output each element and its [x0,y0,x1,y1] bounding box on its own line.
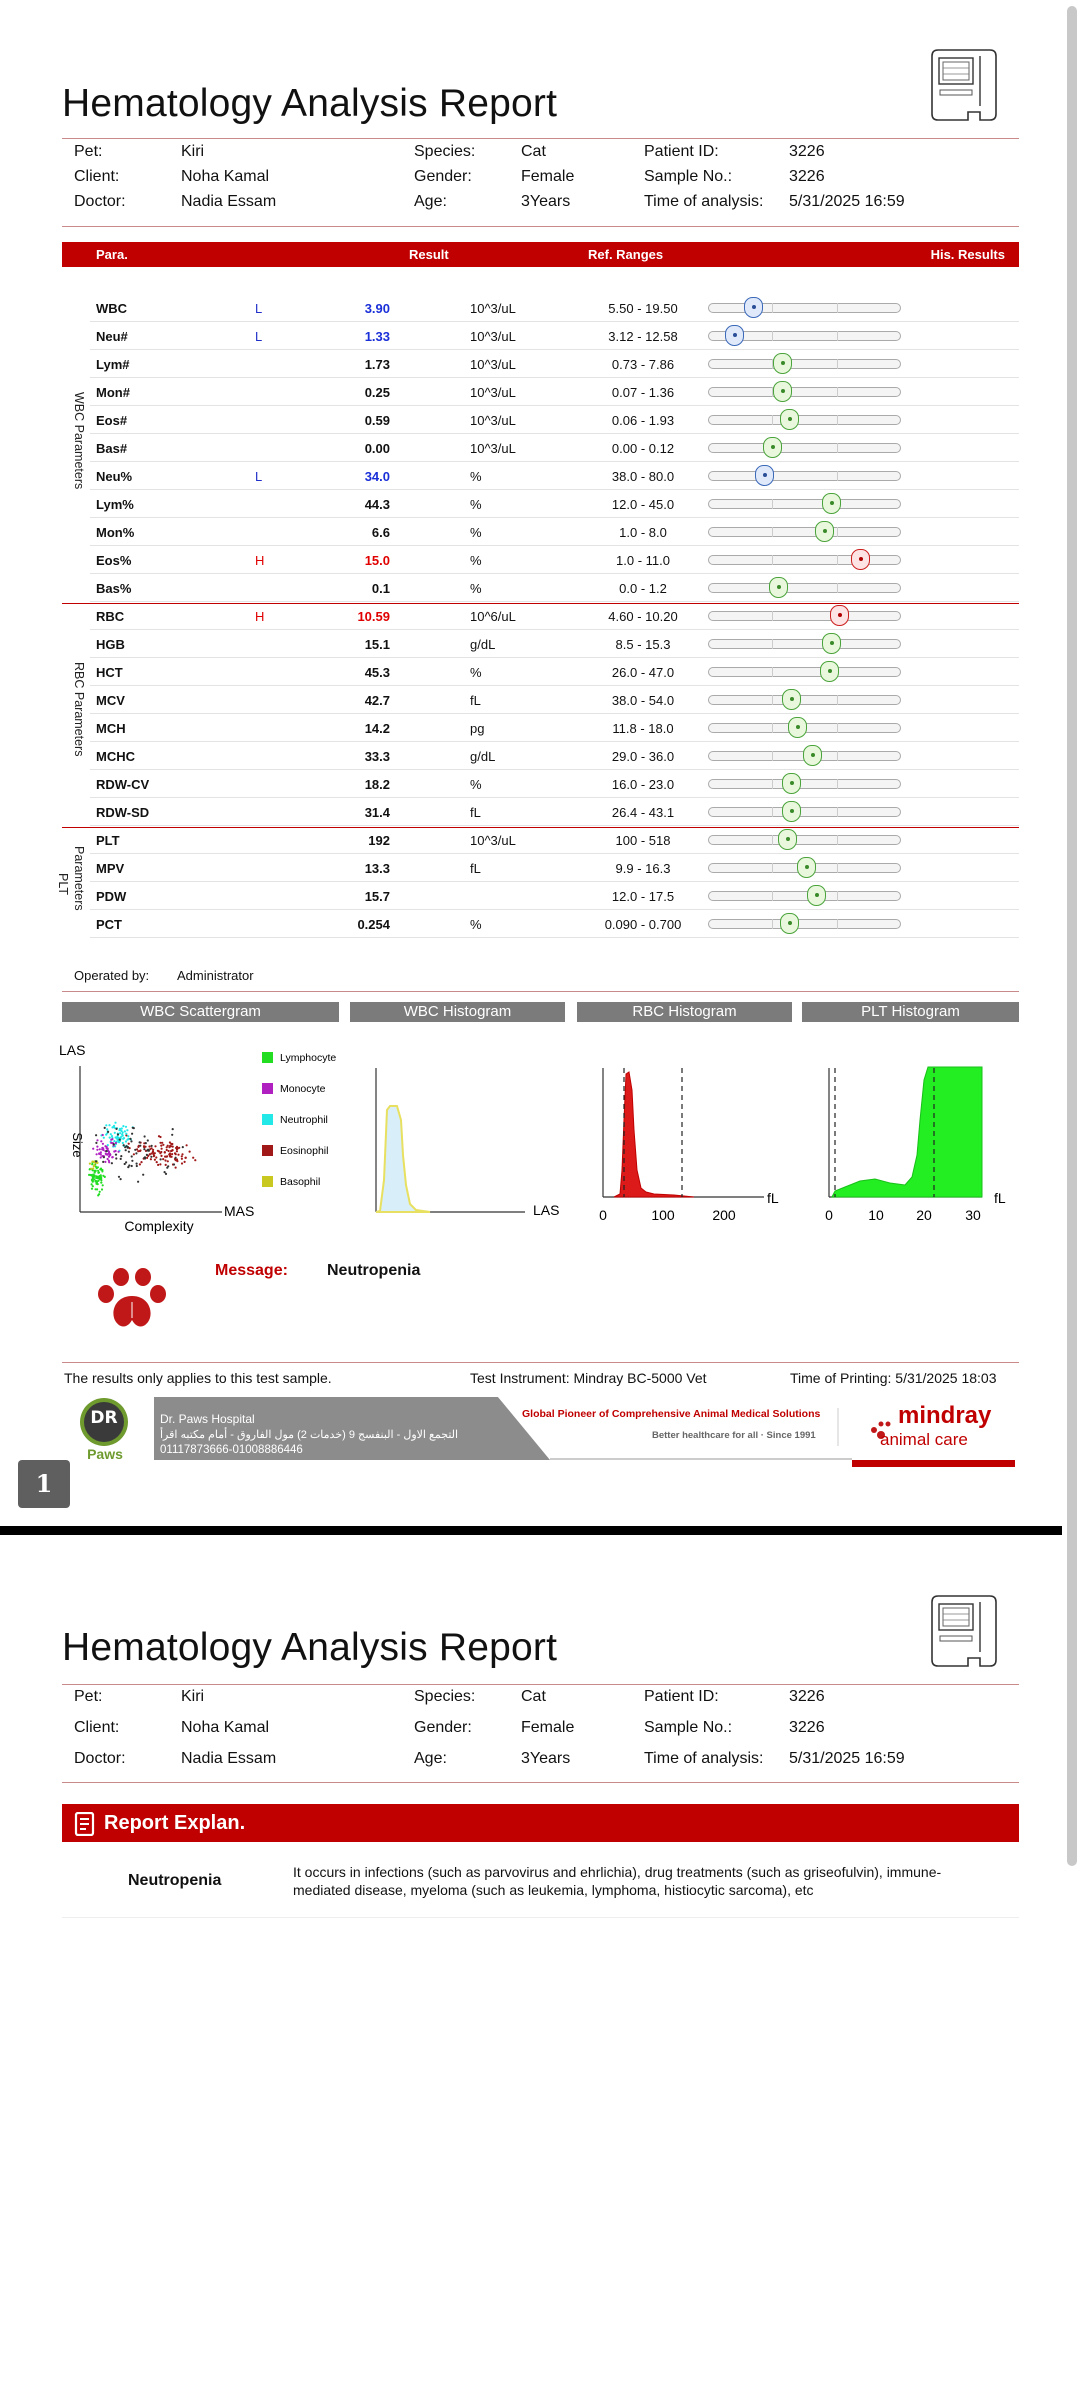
message-text: Neutropenia [327,1262,421,1279]
legend-label: Neutrophil [280,1114,328,1126]
param-unit: 10^3/uL [470,385,516,400]
history-range-bar [708,471,901,481]
gender-value: Female [521,168,575,185]
param-flag: L [255,329,263,344]
legend-label: Basophil [280,1176,321,1188]
client-value: Noha Kamal [181,1719,270,1736]
parameter-row [90,378,1019,406]
parameter-row [90,714,1019,742]
param-name: Eos# [96,413,128,428]
param-name: RDW-SD [96,805,150,820]
param-ref-range: 1.0 - 8.0 [619,525,667,540]
history-result-marker [773,353,792,374]
history-result-marker [725,325,744,346]
pet-label: Pet: [74,1688,103,1705]
parameter-row [90,462,1019,490]
plt-histogram-title: PLT Histogram [802,1002,1019,1022]
info-row [62,1750,1019,1781]
history-range-bar [708,695,901,705]
sample-no-label: Sample No.: [644,168,733,185]
time-value: 5/31/2025 16:59 [789,193,905,210]
history-result-marker [782,801,801,822]
param-unit: fL [470,805,481,820]
patient-id-value: 3226 [789,143,825,160]
param-name: MPV [96,861,125,876]
explanation-text-line1: It occurs in infections (such as parvovirus and ehrlichia), drug treatments (such as griseofulvin), immune- [293,1864,942,1880]
history-result-marker [788,717,807,738]
hospital-phones: 01117873666-01008886446 [160,1444,303,1456]
param-unit: 10^3/uL [470,357,516,372]
param-ref-range: 38.0 - 54.0 [611,693,675,708]
param-result: 44.3 [364,497,390,512]
legend-swatch [262,1052,273,1063]
rbc-histogram [594,1060,794,1230]
sample-no-value: 3226 [789,1719,825,1736]
info-row [62,1719,1019,1750]
parameter-row [90,882,1019,910]
patient-info-2 [62,1688,1019,1781]
wbc-histogram [370,1060,570,1220]
col-result: Result [409,247,449,262]
scatter-y-top-label: LAS [59,1042,86,1058]
scrollbar-thumb[interactable] [1067,6,1077,1866]
client-label: Client: [74,1719,120,1736]
info-row [62,193,1019,218]
param-name: Mon# [96,385,130,400]
message-label: Message: [215,1262,288,1279]
species-value: Cat [521,1688,546,1705]
parameter-row [90,350,1019,378]
parameter-row [90,770,1019,798]
col-ref-ranges: Ref. Ranges [588,247,664,262]
pet-label: Pet: [74,143,103,160]
param-ref-range: 0.0 - 1.2 [619,581,667,596]
mindray-slogan: Global Pioneer of Comprehensive Animal Medical Solutions [522,1408,821,1420]
parameter-row [90,602,1019,630]
results-table-header [62,242,1019,267]
param-result: 1.33 [364,329,390,344]
param-ref-range: 11.8 - 18.0 [612,721,674,736]
history-range-bar [708,359,901,369]
parameter-row [90,322,1019,350]
param-name: Bas% [96,581,132,596]
legend-label: Lymphocyte [280,1052,337,1064]
plt-tick-label: 20 [916,1207,932,1223]
param-unit: pg [470,721,485,736]
param-result: 14.2 [364,721,390,736]
param-name: HGB [96,637,125,652]
wbc-scattergram [56,1040,356,1240]
param-result: 0.25 [364,385,390,400]
gender-label: Gender: [414,168,472,185]
history-range-bar [708,835,901,845]
param-unit: % [470,777,482,792]
vertical-scrollbar[interactable] [1062,0,1080,2400]
parameter-row [90,686,1019,714]
explanation-text-line2: mediated disease, myeloma (such as leukemia, lymphoma, histiocytic sarcoma), etc [293,1882,814,1898]
doctor-value: Nadia Essam [181,1750,277,1767]
wbc-group-label: WBC Parameters [72,392,86,490]
param-name: Lym# [96,357,130,372]
doctor-value: Nadia Essam [181,193,277,210]
param-name: Neu# [96,329,128,344]
col-his-results: His. Results [930,247,1005,262]
report-explan-title: Report Explan. [104,1812,246,1834]
param-unit: 10^3/uL [470,301,516,316]
parameter-row [90,490,1019,518]
age-label: Age: [414,193,447,210]
rbc-tick-label: 200 [712,1207,736,1223]
param-result: 15.7 [364,889,390,904]
param-name: MCH [96,721,126,736]
history-result-marker [769,577,788,598]
history-result-marker [815,521,834,542]
parameter-row [90,826,1019,854]
history-result-marker [822,493,841,514]
parameter-row [90,910,1019,938]
param-ref-range: 16.0 - 23.0 [611,777,675,792]
paw-logo-icon [96,1268,172,1332]
sample-no-value: 3226 [789,168,825,185]
history-result-marker [778,829,797,850]
footer-instrument: Test Instrument: Mindray BC-5000 Vet [470,1370,707,1386]
hospital-address: التجمع الاول - البنفسج 9 (خدمات 2) مول الفاروق - أمام مكتبه اقرأ [160,1429,459,1441]
param-name: PCT [96,917,122,932]
history-result-marker [803,745,822,766]
info-row [62,168,1019,193]
param-result: 15.0 [364,553,390,568]
param-name: MCV [96,693,125,708]
rbc-tick-label: 100 [651,1207,675,1223]
parameter-row [90,546,1019,574]
history-result-marker [763,437,782,458]
client-value: Noha Kamal [181,168,270,185]
analyzer-machine-icon [928,46,1000,124]
param-ref-range: 26.0 - 47.0 [611,665,675,680]
operator-name: Administrator [177,968,254,983]
gender-label: Gender: [414,1719,472,1736]
param-ref-range: 8.5 - 15.3 [615,637,671,652]
client-label: Client: [74,168,120,185]
param-ref-range: 0.07 - 1.36 [611,385,675,400]
time-label: Time of analysis: [644,1750,764,1767]
param-ref-range: 0.00 - 0.12 [611,441,675,456]
plt-tick-label: 10 [868,1207,884,1223]
plt-tick-label: 0 [825,1207,833,1223]
param-ref-range: 12.0 - 17.5 [611,889,675,904]
param-unit: % [470,581,482,596]
history-range-bar [708,583,901,593]
age-value: 3Years [521,193,571,210]
page-divider [0,1526,1080,1535]
history-range-bar [708,751,901,761]
param-result: 34.0 [364,469,390,484]
param-flag: H [255,609,265,624]
history-range-bar [708,639,901,649]
history-range-bar [708,919,901,929]
patient-id-label: Patient ID: [644,1688,719,1705]
legend-swatch [262,1114,273,1125]
param-result: 18.2 [364,777,390,792]
parameter-row [90,518,1019,546]
param-unit: 10^3/uL [470,413,516,428]
parameter-row [90,630,1019,658]
info-row [62,1688,1019,1719]
param-unit: % [470,469,482,484]
history-result-marker [782,689,801,710]
explanation-row [62,1862,1019,1918]
parameter-row [90,406,1019,434]
param-result: 13.3 [364,861,390,876]
param-name: Eos% [96,553,132,568]
info-row [62,143,1019,168]
wbc-hist-x-label: LAS [533,1202,560,1218]
param-name: PDW [96,889,127,904]
time-label: Time of analysis: [644,193,764,210]
history-range-bar [708,891,901,901]
history-result-marker [797,857,816,878]
age-label: Age: [414,1750,447,1767]
param-result: 45.3 [364,665,390,680]
parameter-row [90,798,1019,826]
hospital-name: Dr. Paws Hospital [160,1412,255,1426]
history-result-marker [755,465,774,486]
info-rule [62,226,1019,227]
rbc-unit-label: fL [767,1190,779,1206]
param-ref-range: 0.06 - 1.93 [611,413,675,428]
param-ref-range: 100 - 518 [615,833,671,848]
history-result-marker [851,549,870,570]
paws-logo-text: DR [90,1408,118,1428]
param-unit: % [470,553,482,568]
species-value: Cat [521,143,546,160]
param-name: Bas# [96,441,128,456]
sample-no-label: Sample No.: [644,1719,733,1736]
analyzer-machine-icon [928,1592,1000,1670]
legend-label: Eosinophil [280,1145,329,1157]
history-range-bar [708,863,901,873]
param-ref-range: 3.12 - 12.58 [608,329,678,344]
history-result-marker [822,633,841,654]
param-name: Mon% [96,525,135,540]
history-range-bar [708,499,901,509]
param-name: HCT [96,665,123,680]
param-result: 192 [368,833,390,848]
param-unit: % [470,525,482,540]
doctor-label: Doctor: [74,193,126,210]
parameter-row [90,434,1019,462]
document-icon [74,1812,98,1836]
param-result: 33.3 [364,749,390,764]
param-ref-range: 4.60 - 10.20 [608,609,678,624]
info-rule [62,1782,1019,1783]
param-unit: % [470,497,482,512]
operated-by-label: Operated by: [74,968,150,983]
param-name: Neu% [96,469,133,484]
time-value: 5/31/2025 16:59 [789,1750,905,1767]
param-ref-range: 12.0 - 45.0 [611,497,675,512]
plt-unit-label: fL [994,1190,1006,1206]
patient-id-value: 3226 [789,1688,825,1705]
scatter-legend [262,1052,336,1188]
param-unit: 10^6/uL [470,609,516,624]
parameter-row [90,742,1019,770]
rbc-group-label: RBC Parameters [72,662,86,757]
param-unit: % [470,917,482,932]
param-unit: 10^3/uL [470,441,516,456]
mindray-tagline: Better healthcare for all · Since 1991 [652,1430,816,1441]
param-unit: g/dL [470,637,496,652]
header-rule [62,1684,1019,1685]
plt-tick-label: 30 [965,1207,981,1223]
param-unit: fL [470,693,481,708]
patient-id-label: Patient ID: [644,143,719,160]
param-flag: L [255,301,263,316]
scatter-points [88,1122,196,1197]
legend-swatch [262,1083,273,1094]
history-result-marker [830,605,849,626]
page-number-badge[interactable]: 1 [18,1460,70,1508]
parameter-row [90,854,1019,882]
history-result-marker [773,381,792,402]
param-unit: 10^3/uL [470,329,516,344]
mindray-brand: mindray [898,1402,992,1429]
history-range-bar [708,667,901,677]
page-title: Hematology Analysis Report [62,82,558,125]
history-result-marker [820,661,839,682]
param-ref-range: 1.0 - 11.0 [616,553,670,568]
history-result-marker [744,297,763,318]
param-unit: 10^3/uL [470,833,516,848]
scatter-x-end-label: MAS [224,1203,255,1219]
parameter-row [90,574,1019,602]
clinic-banner [62,1394,1015,1468]
plt-group-label-2: Parameters [72,846,86,911]
param-ref-range: 5.50 - 19.50 [608,301,678,316]
history-result-marker [807,885,826,906]
param-ref-range: 29.0 - 36.0 [611,749,675,764]
param-result: 10.59 [357,609,390,624]
history-range-bar [708,415,901,425]
col-para: Para. [96,247,128,262]
param-name: PLT [96,833,120,848]
history-result-marker [782,773,801,794]
group-separator [62,827,1019,828]
pet-value: Kiri [181,1688,205,1705]
species-label: Species: [414,143,476,160]
parameter-row [90,294,1019,322]
param-result: 42.7 [364,693,390,708]
scatter-y-axis-label: Size [70,1132,85,1158]
rbc-histogram-title: RBC Histogram [577,1002,792,1022]
param-ref-range: 0.73 - 7.86 [611,357,675,372]
param-result: 0.1 [371,581,390,596]
history-range-bar [708,555,901,565]
param-result: 0.254 [357,917,390,932]
param-result: 3.90 [364,301,390,316]
param-result: 0.59 [364,413,390,428]
explanation-term: Neutropenia [128,1872,222,1889]
param-unit: g/dL [470,749,496,764]
gender-value: Female [521,1719,575,1736]
scatter-x-axis-label: Complexity [124,1218,194,1234]
param-unit: fL [470,861,481,876]
parameter-row [90,658,1019,686]
param-flag: L [255,469,263,484]
param-ref-range: 26.4 - 43.1 [611,805,675,820]
report-explan-header [62,1804,1019,1842]
param-result: 31.4 [364,805,390,820]
history-range-bar [708,779,901,789]
legend-label: Monocyte [280,1083,326,1095]
footer-rule [62,1362,1019,1363]
param-result: 6.6 [371,525,390,540]
history-range-bar [708,807,901,817]
patient-info [62,143,1019,218]
param-result: 0.00 [364,441,390,456]
species-label: Species: [414,1688,476,1705]
history-range-bar [708,303,901,313]
param-ref-range: 9.9 - 16.3 [615,861,671,876]
param-flag: H [255,553,265,568]
legend-swatch [262,1145,273,1156]
param-name: WBC [96,301,128,316]
param-result: 15.1 [364,637,390,652]
plt-group-label-1: PLT [56,873,70,895]
footer-printing-time: Time of Printing: 5/31/2025 18:03 [790,1370,997,1386]
paws-logo-caption: Paws [87,1446,123,1462]
header-rule [62,138,1019,139]
footer-note: The results only applies to this test sample. [64,1370,332,1386]
wbc-scattergram-title: WBC Scattergram [62,1002,339,1022]
rbc-tick-label: 0 [599,1207,607,1223]
wbc-histogram-title: WBC Histogram [350,1002,565,1022]
pet-value: Kiri [181,143,205,160]
param-ref-range: 0.090 - 0.700 [604,917,682,932]
param-ref-range: 38.0 - 80.0 [611,469,675,484]
history-range-bar [708,387,901,397]
mindray-brand-sub: animal care [880,1430,968,1449]
plt-histogram [820,1060,1020,1230]
history-range-bar [708,331,901,341]
history-range-bar [708,443,901,453]
history-result-marker [780,409,799,430]
param-name: Lym% [96,497,134,512]
param-name: RDW-CV [96,777,150,792]
legend-swatch [262,1176,273,1187]
param-unit: % [470,665,482,680]
history-range-bar [708,527,901,537]
doctor-label: Doctor: [74,1750,126,1767]
param-name: RBC [96,609,125,624]
age-value: 3Years [521,1750,571,1767]
history-range-bar [708,611,901,621]
param-result: 1.73 [364,357,390,372]
history-range-bar [708,723,901,733]
history-result-marker [780,913,799,934]
group-separator [62,603,1019,604]
param-name: MCHC [96,749,135,764]
operator-rule [62,991,1019,992]
page-title-2: Hematology Analysis Report [62,1626,558,1669]
